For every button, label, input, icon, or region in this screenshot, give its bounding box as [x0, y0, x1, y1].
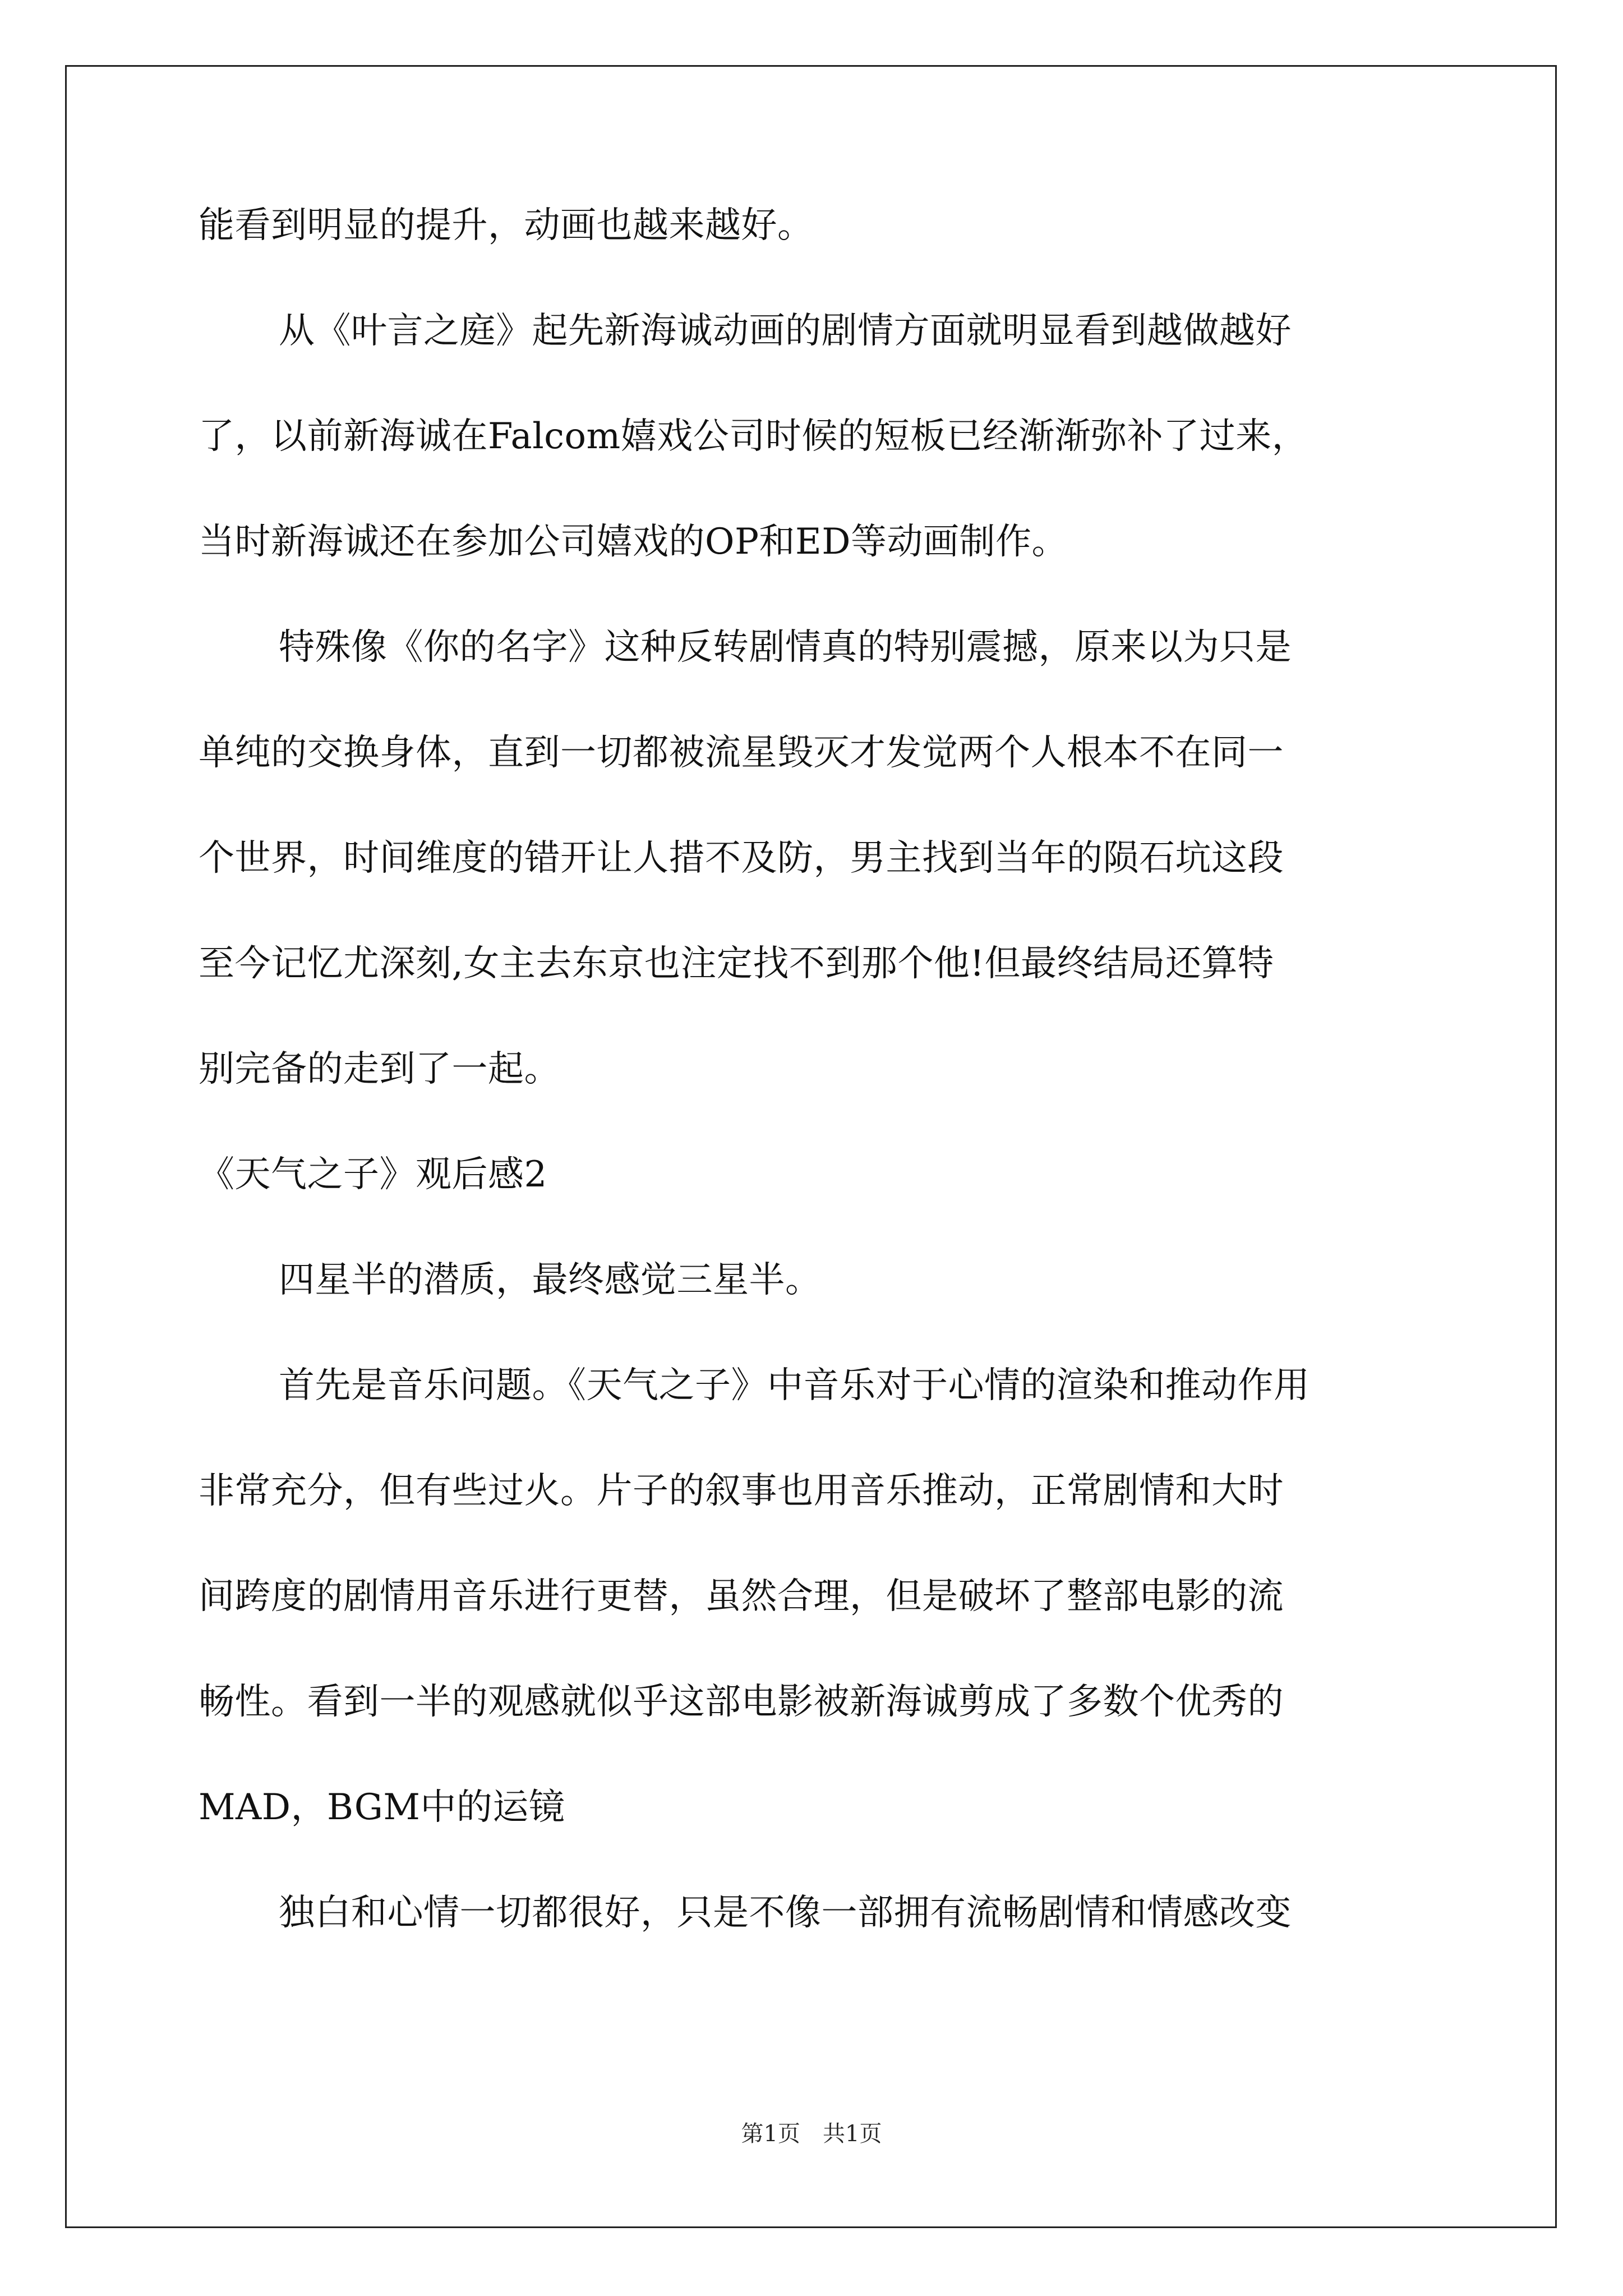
text-line: 从《叶言之庭》起先新海诚动画的剧情方面就明显看到越做越好 — [279, 310, 1292, 352]
text-line: 别完备的走到了一起。 — [199, 1048, 560, 1090]
text-line: 独白和心情一切都很好，只是不像一部拥有流畅剧情和情感改变 — [279, 1892, 1292, 1934]
text-line: 四星半的潜质，最终感觉三星半。 — [279, 1259, 822, 1301]
text-line: 了，以前新海诚在Falcom嬉戏公司时候的短板已经渐渐弥补了过来， — [199, 416, 1308, 457]
text-line: 单纯的交换身体，直到一切都被流星毁灭才发觉两个人根本不在同一 — [199, 732, 1284, 774]
text-line: 特殊像《你的名字》这种反转剧情真的特别震撼，原来以为只是 — [279, 627, 1292, 668]
text-line: 畅性。看到一半的观感就似乎这部电影被新海诚剪成了多数个优秀的 — [199, 1681, 1284, 1723]
text-line: MAD，BGM中的运镜 — [199, 1787, 565, 1828]
page-number-footer: 第1页 共1页 — [741, 2121, 882, 2147]
text-line: 个世界，时间维度的错开让人措不及防，男主找到当年的陨石坑这段 — [199, 838, 1284, 879]
text-line: 首先是音乐问题。《天气之子》中音乐对于心情的渲染和推动作用 — [279, 1365, 1310, 1406]
document-body — [199, 203, 1427, 1996]
text-line: 非常充分，但有些过火。片子的叙事也用音乐推动，正常剧情和大时 — [199, 1470, 1284, 1512]
text-line: 当时新海诚还在参加公司嬉戏的OP和ED等动画制作。 — [199, 521, 1068, 563]
section-heading: 《天气之子》观后感2 — [199, 1154, 547, 1195]
text-line: 间跨度的剧情用音乐进行更替，虽然合理，但是破坏了整部电影的流 — [199, 1576, 1284, 1617]
text-line: 至今记忆尤深刻,女主去东京也注定找不到那个他!但最终结局还算特 — [199, 943, 1274, 984]
text-line: 能看到明显的提升，动画也越来越好。 — [199, 205, 814, 246]
